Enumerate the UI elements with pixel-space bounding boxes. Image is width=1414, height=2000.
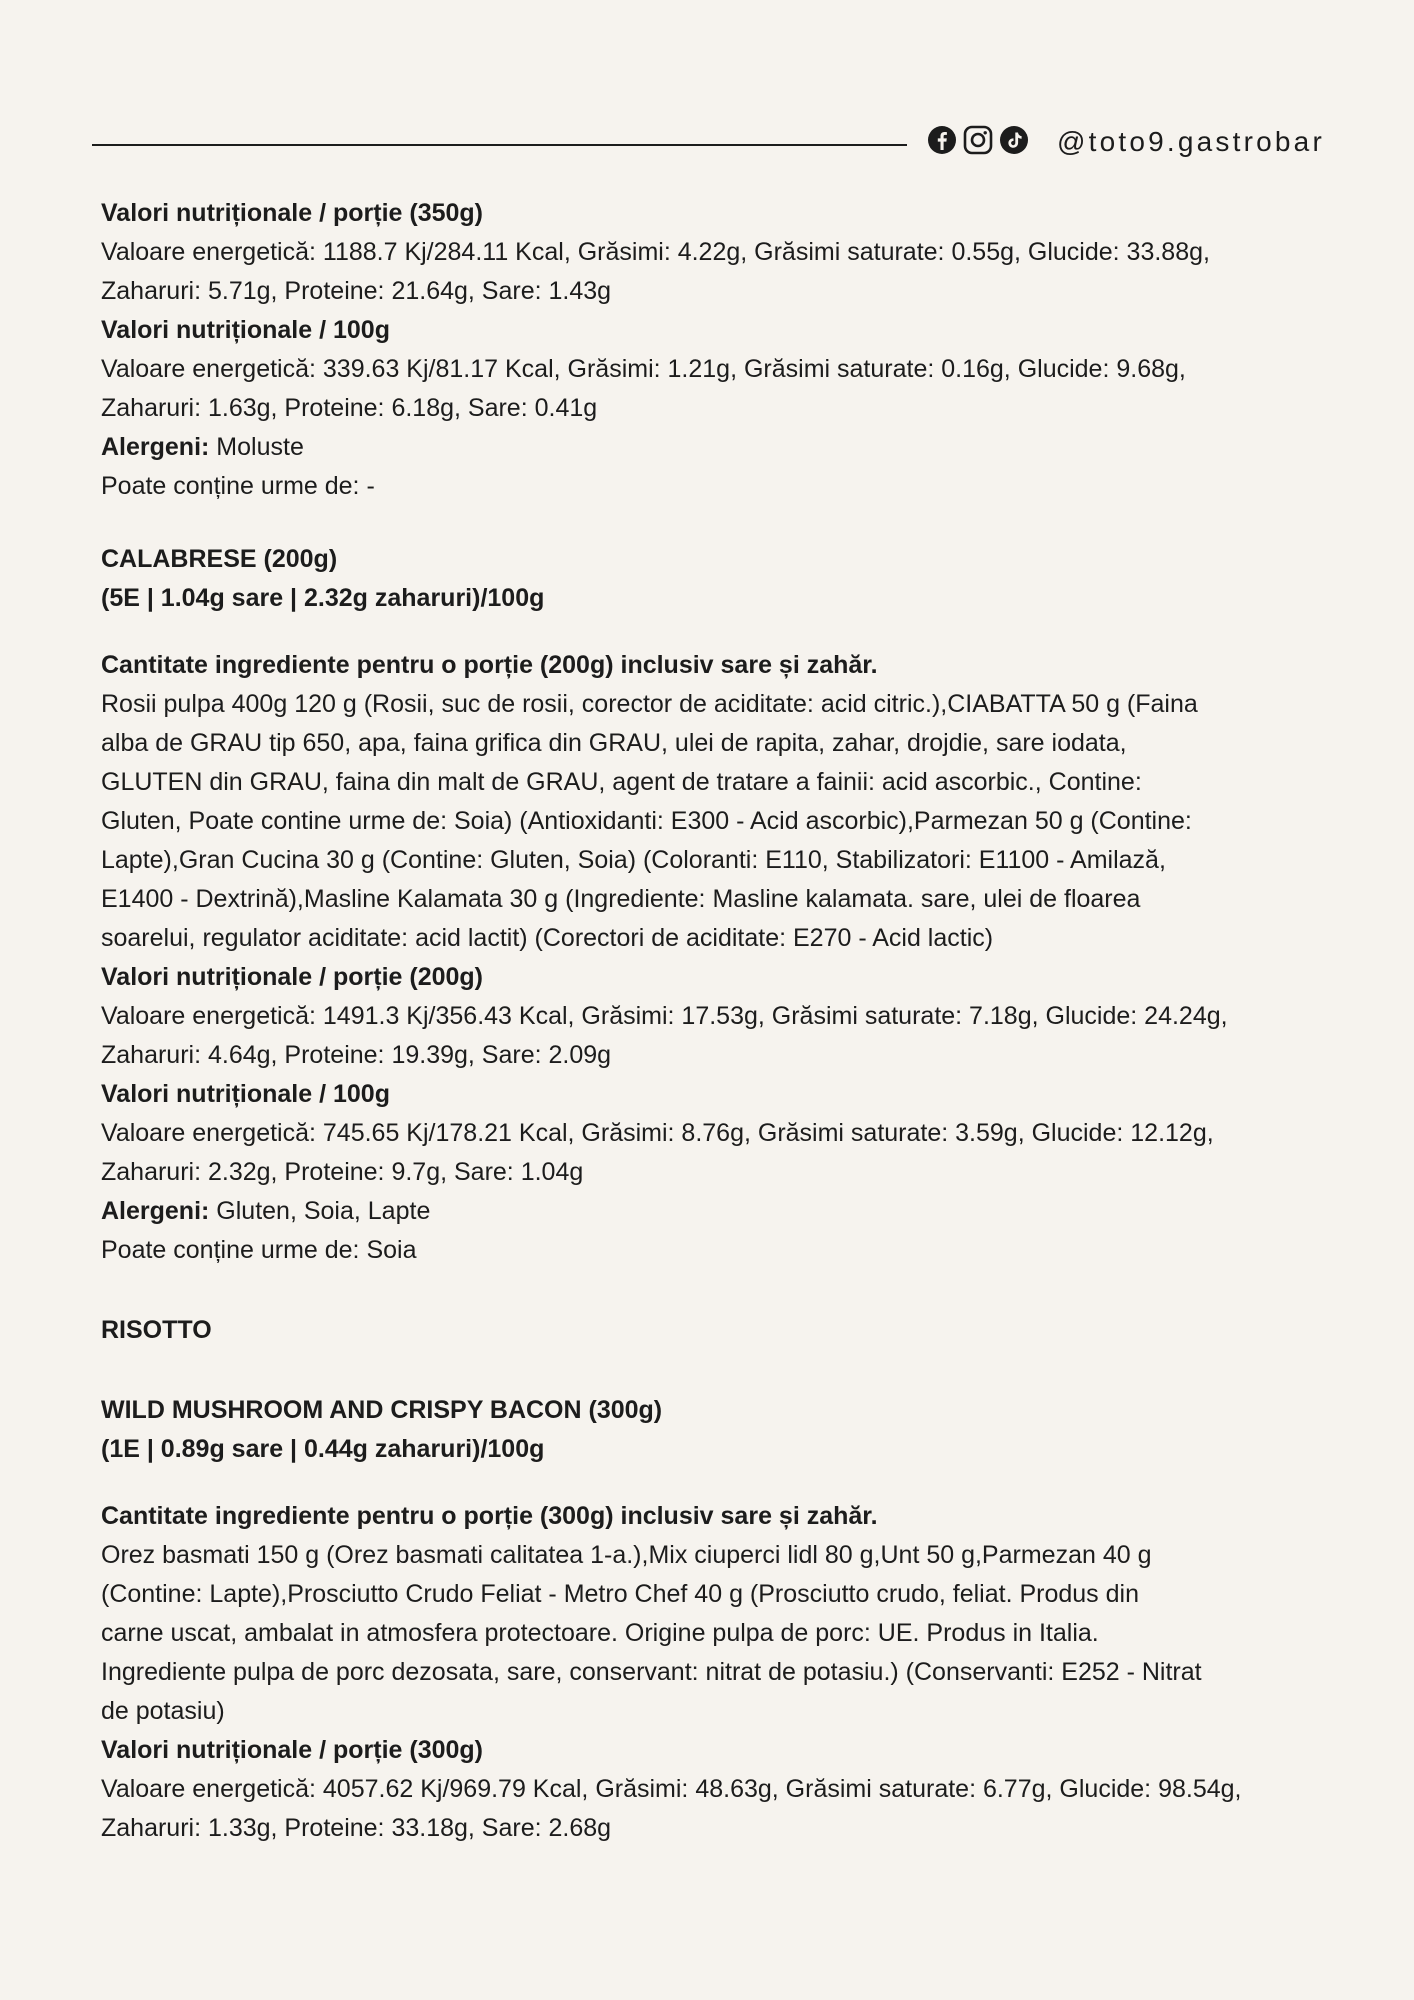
nutrition-100g-line: Zaharuri: 2.32g, Proteine: 9.7g, Sare: 1.04g	[101, 1158, 584, 1186]
ingredients-line: Ingrediente pulpa de porc dezosata, sare, conservant: nitrat de potasiu.) (Conservanti: E252 - Nitrat	[101, 1658, 1202, 1686]
nutrition-100g-label: Valori nutriționale / 100g	[101, 316, 390, 344]
nutrition-portion-line: Valoare energetică: 1491.3 Kj/356.43 Kcal, Grăsimi: 17.53g, Grăsimi saturate: 7.18g, Glucide: 24.24g,	[101, 1002, 1228, 1030]
ingredients-line: soarelui, regulator aciditate: acid lactit) (Corectori de aciditate: E270 - Acid lactic)	[101, 924, 994, 952]
dish-subtitle: (1E | 0.89g sare | 0.44g zaharuri)/100g	[101, 1435, 545, 1463]
traces-line: Poate conține urme de: -	[101, 472, 375, 500]
ingredients-line: E1400 - Dextrină),Masline Kalamata 30 g (Ingrediente: Masline kalamata. sare, ulei de floarea	[101, 885, 1141, 913]
nutrition-portion-line: Valoare energetică: 1188.7 Kj/284.11 Kcal, Grăsimi: 4.22g, Grăsimi saturate: 0.55g, Glucide: 33.88g,	[101, 238, 1210, 266]
ingredients-line: Orez basmati 150 g (Orez basmati calitatea 1-a.),Mix ciuperci lidl 80 g,Unt 50 g,Parmezan 40 g	[101, 1541, 1152, 1569]
allergens-value: Gluten, Soia, Lapte	[209, 1197, 431, 1225]
allergens-row	[101, 1192, 1391, 1231]
nutrition-portion-line: Valoare energetică: 4057.62 Kj/969.79 Kcal, Grăsimi: 48.63g, Grăsimi saturate: 6.77g, Glucide: 98.54g,	[101, 1775, 1242, 1803]
dish-title: WILD MUSHROOM AND CRISPY BACON (300g)	[101, 1396, 663, 1424]
ingredients-line: Gluten, Poate contine urme de: Soia) (Antioxidanti: E300 - Acid ascorbic),Parmezan 50 g (Contine:	[101, 807, 1192, 835]
allergens-label: Alergeni:	[101, 1197, 210, 1225]
ingredients-line: de potasiu)	[101, 1697, 225, 1725]
tiktok-icon[interactable]	[999, 125, 1029, 155]
ingredients-label: Cantitate ingrediente pentru o porție (200g) inclusiv sare și zahăr.	[101, 651, 878, 679]
menu-content	[101, 194, 1391, 1848]
ingredients-line: GLUTEN din GRAU, faina din malt de GRAU, agent de tratare a fainii: acid ascorbic., Contine:	[101, 768, 1142, 796]
nutrition-100g-line: Zaharuri: 1.63g, Proteine: 6.18g, Sare: 0.41g	[101, 394, 598, 422]
facebook-icon[interactable]	[927, 125, 957, 155]
traces-line: Poate conține urme de: Soia	[101, 1236, 417, 1264]
nutrition-portion-label: Valori nutriționale / porție (300g)	[101, 1736, 484, 1764]
instagram-icon[interactable]	[963, 125, 993, 155]
header-rule	[92, 144, 907, 146]
allergens-value: Moluste	[209, 433, 304, 461]
ingredients-label: Cantitate ingrediente pentru o porție (300g) inclusiv sare și zahăr.	[101, 1502, 878, 1530]
nutrition-portion-label: Valori nutriționale / porție (200g)	[101, 963, 484, 991]
dish-title: CALABRESE (200g)	[101, 545, 338, 573]
nutrition-portion-line: Zaharuri: 5.71g, Proteine: 21.64g, Sare: 1.43g	[101, 277, 612, 305]
ingredients-line: Rosii pulpa 400g 120 g (Rosii, suc de rosii, corector de aciditate: acid citric.),CIABATTA 50 g (Faina	[101, 690, 1198, 718]
ingredients-line: Lapte),Gran Cucina 30 g (Contine: Gluten, Soia) (Coloranti: E110, Stabilizatori: E1100 - Amilază,	[101, 846, 1166, 874]
social-handle[interactable]: @toto9.gastrobar	[1057, 126, 1325, 157]
nutrition-portion-line: Zaharuri: 1.33g, Proteine: 33.18g, Sare: 2.68g	[101, 1814, 612, 1842]
nutrition-100g-line: Valoare energetică: 339.63 Kj/81.17 Kcal, Grăsimi: 1.21g, Grăsimi saturate: 0.16g, Glucide: 9.68g,	[101, 355, 1186, 383]
ingredients-line: alba de GRAU tip 650, apa, faina grifica din GRAU, ulei de rapita, zahar, drojdie, sare iodata,	[101, 729, 1127, 757]
nutrition-100g-line: Valoare energetică: 745.65 Kj/178.21 Kcal, Grăsimi: 8.76g, Grăsimi saturate: 3.59g, Glucide: 12.12g,	[101, 1119, 1214, 1147]
nutrition-portion-line: Zaharuri: 4.64g, Proteine: 19.39g, Sare: 2.09g	[101, 1041, 612, 1069]
category-heading: RISOTTO	[101, 1316, 212, 1344]
nutrition-100g-label: Valori nutriționale / 100g	[101, 1080, 390, 1108]
allergens-row	[101, 428, 1391, 467]
ingredients-line: (Contine: Lapte),Prosciutto Crudo Feliat - Metro Chef 40 g (Prosciutto crudo, feliat. Produs din	[101, 1580, 1139, 1608]
page-header	[92, 120, 1382, 160]
allergens-label: Alergeni:	[101, 433, 210, 461]
nutrition-portion-label: Valori nutriționale / porție (350g)	[101, 199, 484, 227]
ingredients-line: carne uscat, ambalat in atmosfera protectoare. Origine pulpa de porc: UE. Produs in Italia.	[101, 1619, 1099, 1647]
social-icons	[927, 125, 1029, 155]
dish-subtitle: (5E | 1.04g sare | 2.32g zaharuri)/100g	[101, 584, 545, 612]
